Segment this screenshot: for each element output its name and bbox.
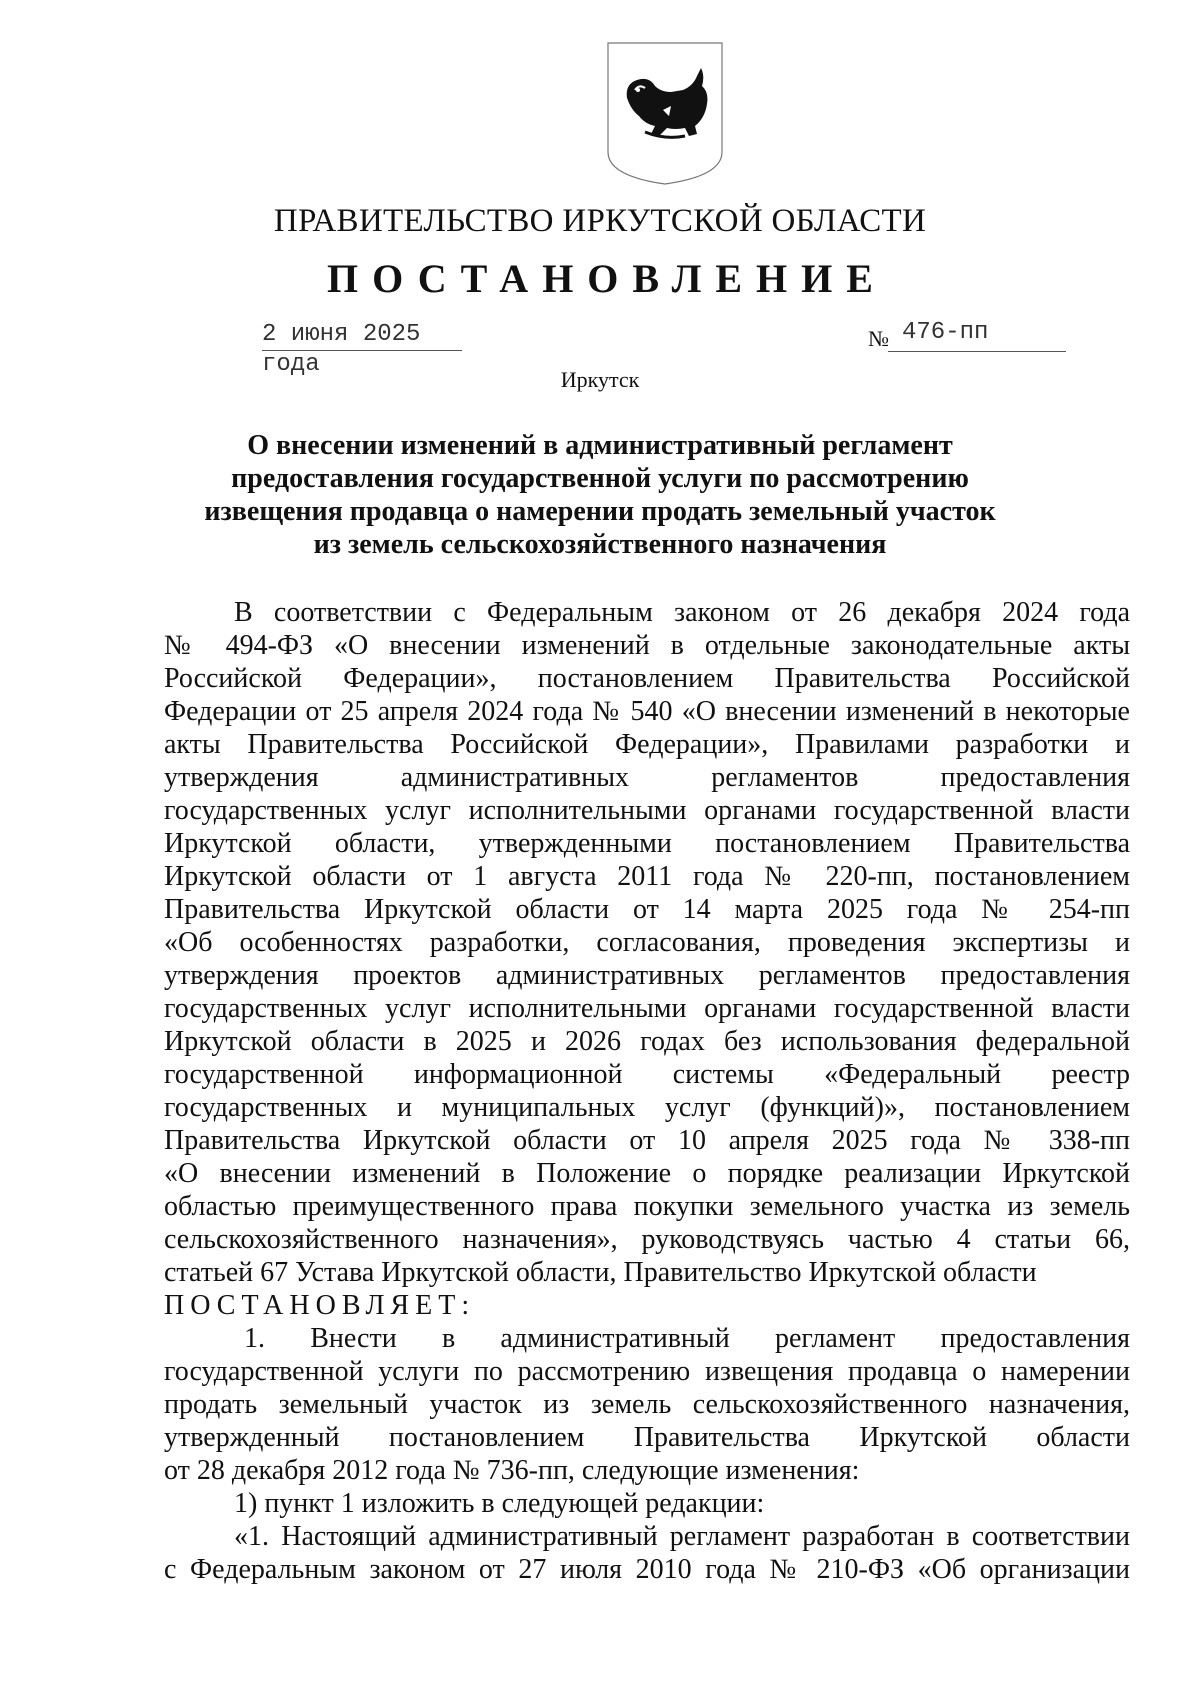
document-subject bbox=[150, 429, 1050, 561]
document-type-title: ПОСТАНОВЛЕНИЕ bbox=[327, 256, 887, 301]
body-line: Иркутской области в 2025 и 2026 годах без использования федеральной bbox=[164, 1026, 1130, 1057]
body-line: утвержденный постановлением Правительства Иркутской области bbox=[164, 1422, 1130, 1453]
body-line: Российской Федерации», постановлением Правительства Российской bbox=[164, 663, 1130, 694]
document-date: 2 июня 2025 года bbox=[262, 321, 421, 378]
body-line: Федерации от 25 апреля 2024 года № 540 «О внесении изменений в некоторые bbox=[164, 696, 1130, 727]
subject-line: предоставления государственной услуги по рассмотрению bbox=[231, 463, 969, 494]
coat-of-arms-icon bbox=[605, 40, 725, 187]
document-body bbox=[164, 596, 1130, 1586]
body-line: государственной услуги по рассмотрению извещения продавца о намерении bbox=[164, 1356, 1130, 1387]
body-line: «О внесении изменений в Положение о порядке реализации Иркутской bbox=[164, 1158, 1130, 1189]
body-line: с Федеральным законом от 27 июля 2010 года № 210-ФЗ «Об организации bbox=[164, 1554, 1130, 1585]
date-underline bbox=[262, 350, 462, 351]
subject-line: из земель сельскохозяйственного назначения bbox=[313, 529, 887, 560]
number-underline bbox=[888, 351, 1066, 352]
body-line: Правительства Иркутской области от 14 марта 2025 года № 254-пп bbox=[164, 894, 1130, 925]
subject-line: О внесении изменений в административный регламент bbox=[247, 430, 953, 461]
body-line: В соответствии с Федеральным законом от 26 декабря 2024 года bbox=[234, 597, 1130, 628]
body-line: государственной информационной системы «Федеральный реестр bbox=[164, 1059, 1130, 1090]
body-line: областью преимущественного права покупки земельного участка из земель bbox=[164, 1191, 1130, 1222]
body-line: статьей 67 Устава Иркутской области, Правительство Иркутской области bbox=[164, 1257, 1037, 1288]
body-line: 1) пункт 1 изложить в следующей редакции: bbox=[234, 1488, 765, 1519]
body-line: Иркутской области, утвержденными постановлением Правительства bbox=[164, 828, 1130, 859]
government-title: ПРАВИТЕЛЬСТВО ИРКУТСКОЙ ОБЛАСТИ bbox=[273, 203, 927, 239]
body-line: 1. Внести в административный регламент предоставления bbox=[244, 1323, 1130, 1354]
body-line: «Об особенностях разработки, согласования, проведения экспертизы и bbox=[164, 927, 1130, 958]
body-line: «1. Настоящий административный регламент разработан в соответствии bbox=[234, 1521, 1130, 1552]
document-number: 476-пп bbox=[902, 319, 989, 346]
body-line: Правительства Иркутской области от 10 апреля 2025 года № 338-пп bbox=[164, 1125, 1130, 1156]
body-line: продать земельный участок из земель сельскохозяйственного назначения, bbox=[164, 1389, 1130, 1420]
body-line: государственных услуг исполнительными органами государственной власти bbox=[164, 795, 1130, 826]
body-line: утверждения проектов административных регламентов предоставления bbox=[164, 960, 1130, 991]
body-line: государственных услуг исполнительными органами государственной власти bbox=[164, 993, 1130, 1024]
body-line: от 28 декабря 2012 года № 736-пп, следующие изменения: bbox=[164, 1455, 860, 1486]
body-line: акты Правительства Российской Федерации», Правилами разработки и bbox=[164, 729, 1130, 760]
city-name: Иркутск bbox=[560, 367, 640, 392]
body-line: Иркутской области от 1 августа 2011 года № 220-пп, постановлением bbox=[164, 861, 1130, 892]
subject-line: извещения продавца о намерении продать земельный участок bbox=[204, 496, 996, 527]
body-line: государственных и муниципальных услуг (функций)», постановлением bbox=[164, 1092, 1130, 1123]
resolves-keyword: ПОСТАНОВЛЯЕТ: bbox=[164, 1290, 476, 1321]
number-sign: № bbox=[868, 326, 889, 351]
body-line: сельскохозяйственного назначения», руководствуясь частью 4 статьи 66, bbox=[164, 1224, 1130, 1255]
body-line: № 494-ФЗ «О внесении изменений в отдельные законодательные акты bbox=[164, 630, 1130, 661]
body-line: утверждения административных регламентов предоставления bbox=[164, 762, 1130, 793]
